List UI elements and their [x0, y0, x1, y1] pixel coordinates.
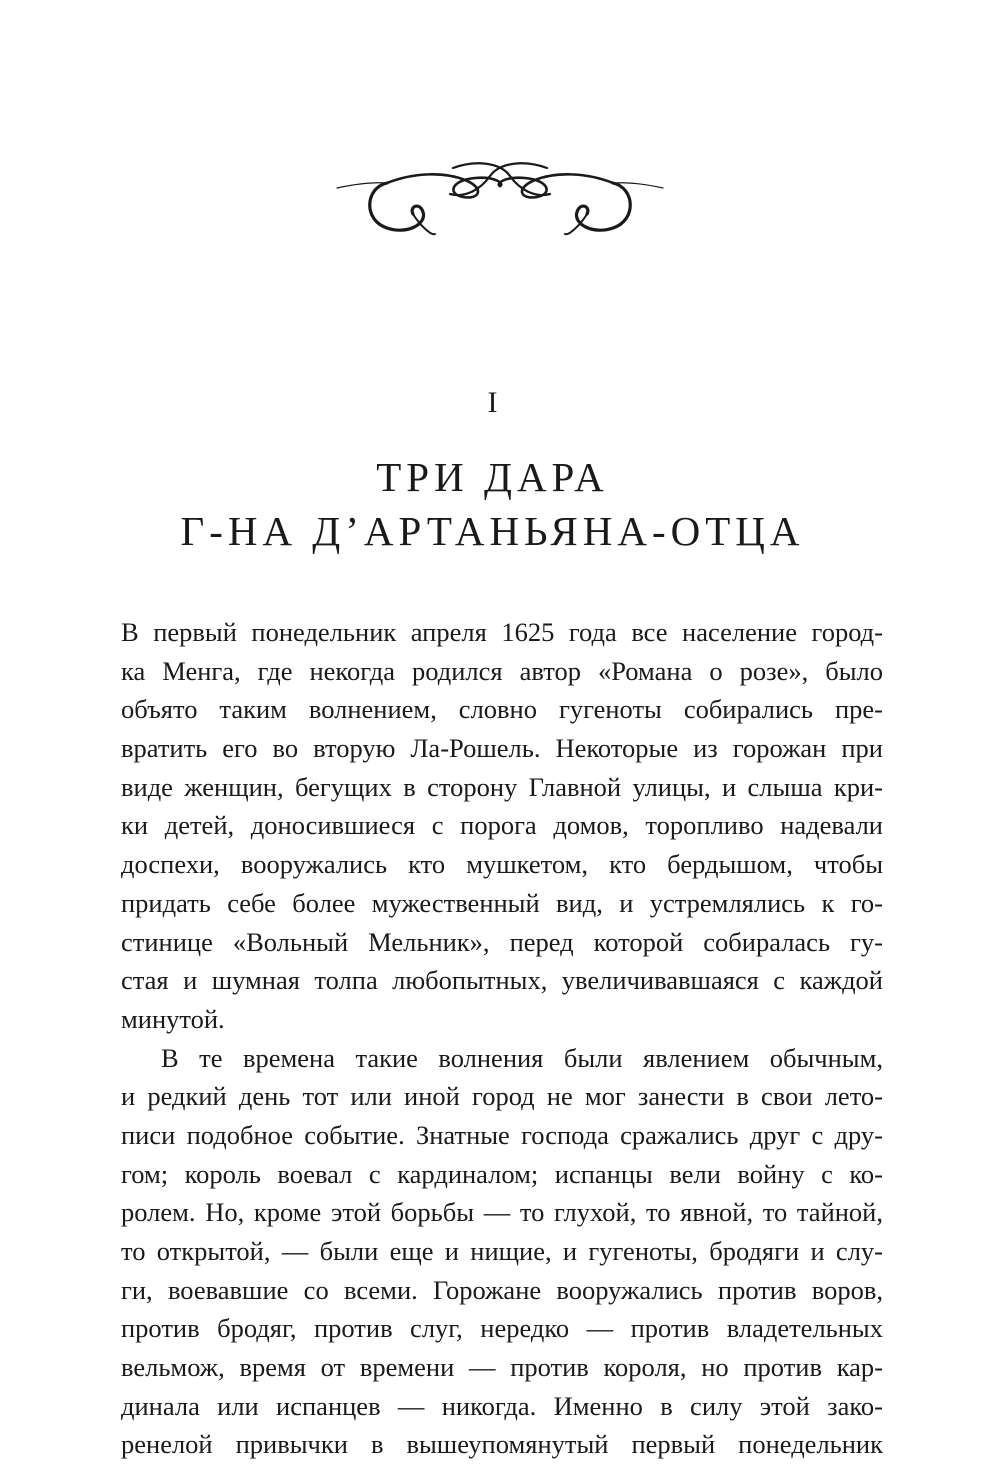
text-line: стая и шумная толпа любопытных, увеличивавшаяся с каждой	[121, 965, 883, 996]
chapter-title-line: ТРИ ДАРА	[376, 454, 609, 500]
text-line: ролем. Но, кроме этой борьбы — то глухой, то явной, то тайной,	[121, 1197, 883, 1228]
text-line: динала или испанцев — никогда. Именно в силу этой зако-	[121, 1390, 883, 1421]
chapter-title-line: Г-НА Д’АРТАНЬЯНА-ОТЦА	[180, 508, 805, 554]
text-line: В первый понедельник апреля 1625 года все население город-	[121, 617, 883, 647]
text-line: против бродяг, против слуг, нередко — против владетельных	[121, 1313, 883, 1344]
chapter-number: I	[487, 386, 498, 419]
text-line: минутой.	[121, 1003, 225, 1034]
text-line: виде женщин, бегущих в сторону Главной улицы, и слыша кри-	[121, 771, 883, 802]
text-line: вельмож, время от времени — против короля, но против кар-	[121, 1352, 883, 1383]
chapter-title	[0, 450, 985, 558]
text-line: ренелой привычки в вышеупомянутый первый понедельник	[121, 1429, 883, 1460]
text-line: ги, воевавшие со всеми. Горожане вооружались против воров,	[121, 1274, 883, 1305]
text-line: ка Менга, где некогда родился автор «Романа о розе», было	[121, 655, 883, 686]
text-line: и редкий день тот или иной город не мог занести в свои лето-	[121, 1081, 883, 1112]
paragraph	[121, 613, 883, 1039]
decorative-flourish-ornament	[335, 150, 665, 245]
text-line: доспехи, вооружались кто мушкетом, кто бердышом, чтобы	[121, 849, 883, 880]
text-line: то открытой, — были еще и нищие, и гугеноты, бродяги и слу-	[121, 1236, 883, 1266]
text-line: стинице «Вольный Мельник», перед которой собиралась гу-	[121, 926, 883, 957]
paragraph	[121, 1039, 883, 1465]
chapter-body	[121, 613, 883, 1464]
text-line: гом; король воевал с кардиналом; испанцы вели войну с ко-	[121, 1158, 883, 1189]
text-line: придать себе более мужественный вид, и устремлялись к го-	[121, 887, 883, 918]
text-line: писи подобное событие. Знатные господа сражались друг с дру-	[121, 1119, 883, 1150]
text-line: ки детей, доносившиеся с порога домов, торопливо надевали	[121, 810, 883, 841]
text-line: объято таким волнением, словно гугеноты собирались пре-	[121, 694, 883, 725]
text-line: В те времена такие волнения были явлением обычным,	[161, 1042, 883, 1073]
text-line: вратить его во вторую Ла-Рошель. Некоторые из горожан при	[121, 733, 883, 764]
